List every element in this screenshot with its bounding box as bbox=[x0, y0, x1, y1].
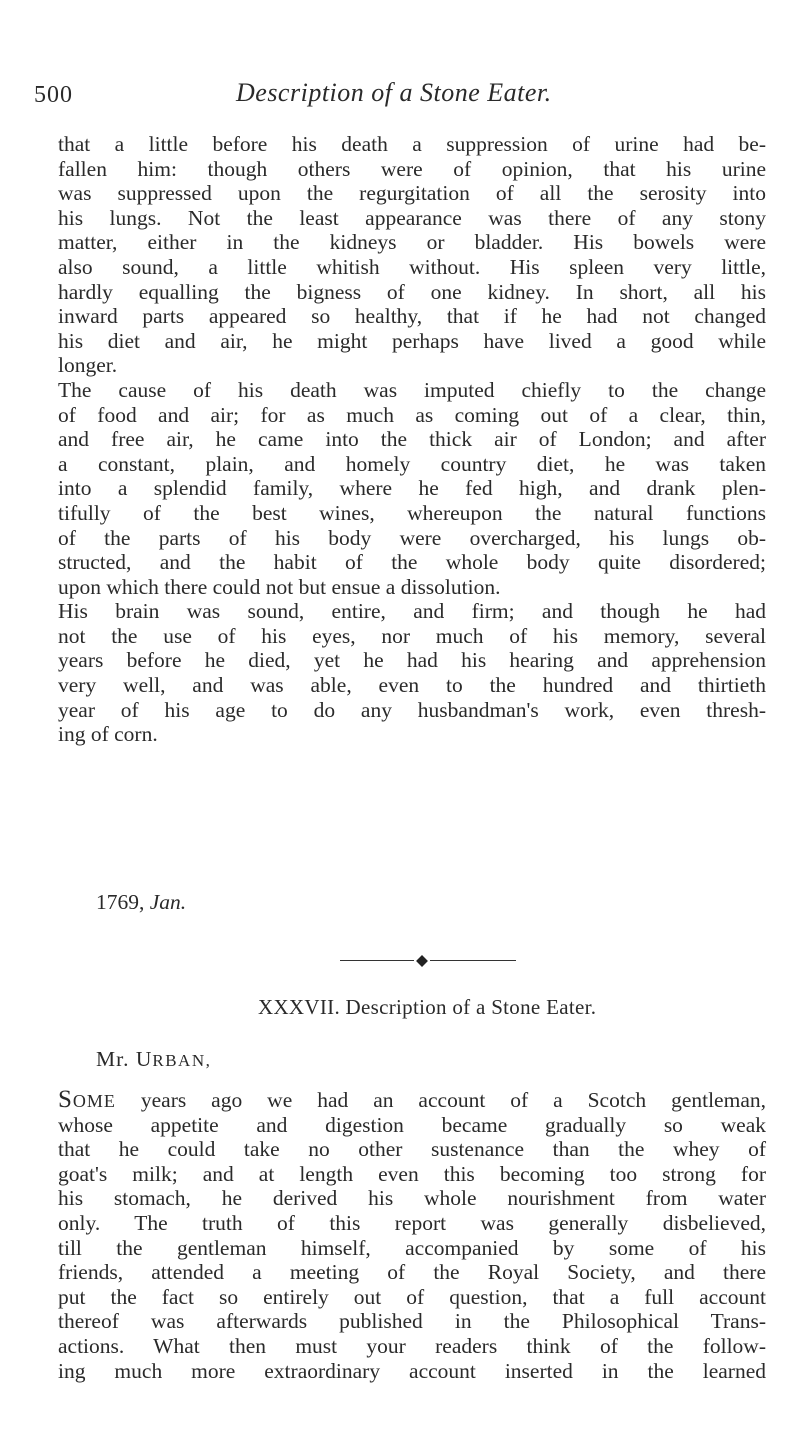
text-line: ing of corn. bbox=[58, 722, 158, 747]
section-divider-ornament bbox=[340, 957, 516, 965]
text-line: years before he died, yet he had his hearing and apprehension bbox=[58, 648, 766, 673]
text-line: hardly equalling the bigness of one kidney. In short, all his bbox=[58, 279, 766, 304]
text-line: The cause of his death was imputed chiefly to the change bbox=[58, 377, 766, 402]
text-line: upon which there could not but ensue a dissolution. bbox=[58, 574, 501, 599]
text-line: till the gentleman himself, accompanied by some of his bbox=[58, 1235, 766, 1260]
dateline bbox=[96, 890, 186, 915]
salutation-prefix: Mr. U bbox=[96, 1047, 153, 1071]
text-line: ing much more extraordinary account inserted in the learned bbox=[58, 1358, 766, 1383]
text-line: inward parts appeared so healthy, that if he had not changed bbox=[58, 304, 766, 329]
text-line: actions. What then must your readers think of the follow- bbox=[58, 1333, 766, 1358]
text-line: whose appetite and digestion became gradually so weak bbox=[58, 1112, 766, 1137]
divider-diamond-icon bbox=[416, 955, 428, 967]
text-line: that he could take no other sustenance than the whey of bbox=[58, 1137, 766, 1162]
text-line: put the fact so entirely out of question, that a full account bbox=[58, 1284, 766, 1309]
text-line: into a splendid family, where he fed high, and drank plen- bbox=[58, 476, 766, 501]
letter-line-first bbox=[58, 1088, 766, 1113]
divider-rule-right bbox=[430, 960, 516, 961]
text-line: very well, and was able, even to the hundred and thirtieth bbox=[58, 673, 766, 698]
text-line: of the parts of his body were overcharged, his lungs ob- bbox=[58, 525, 766, 550]
text-line: not the use of his eyes, nor much of his memory, several bbox=[58, 623, 766, 648]
text-line: also sound, a little whitish without. His spleen very little, bbox=[58, 254, 766, 279]
dateline-year: 1769, bbox=[96, 890, 145, 914]
text-line: and free air, he came into the thick air of London; and after bbox=[58, 427, 766, 452]
text-line: goat's milk; and at length even this becoming too strong for bbox=[58, 1161, 766, 1186]
salutation-rest: RBAN, bbox=[152, 1051, 212, 1070]
text-line: thereof was afterwards published in the Philosophical Trans- bbox=[58, 1309, 766, 1334]
text-line: only. The truth of this report was generally disbelieved, bbox=[58, 1210, 766, 1235]
page-number: 500 bbox=[34, 82, 73, 108]
running-head: Description of a Stone Eater. bbox=[236, 78, 552, 107]
letter-first-word: SOME bbox=[58, 1086, 116, 1113]
text-line: his lungs. Not the least appearance was there of any stony bbox=[58, 205, 766, 230]
text-line: a constant, plain, and homely country diet, he was taken bbox=[58, 451, 766, 476]
text-line: His brain was sound, entire, and firm; and though he had bbox=[58, 599, 766, 624]
text-line: longer. bbox=[58, 353, 118, 378]
text-line: fallen him: though others were of opinion, that his urine bbox=[58, 156, 766, 181]
text-line: friends, attended a meeting of the Royal Society, and there bbox=[58, 1260, 766, 1285]
continuation-text bbox=[58, 132, 766, 747]
text-line: matter, either in the kidneys or bladder. His bowels were bbox=[58, 230, 766, 255]
dateline-month: Jan. bbox=[149, 890, 187, 914]
text-line: year of his age to do any husbandman's work, even thresh- bbox=[58, 697, 766, 722]
section-title: XXXVII. Description of a Stone Eater. bbox=[258, 995, 597, 1019]
text-line: structed, and the habit of the whole body quite disordered; bbox=[58, 550, 766, 575]
page-header bbox=[0, 78, 800, 118]
letter-first-line-rest: years ago we had an account of a Scotch gentleman, bbox=[115, 1088, 766, 1112]
text-line: tifully of the best wines, whereupon the natural functions bbox=[58, 500, 766, 525]
salutation bbox=[96, 1047, 211, 1072]
letter-text bbox=[58, 1088, 766, 1383]
divider-rule-left bbox=[340, 960, 414, 961]
text-line: was suppressed upon the regurgitation of all the serosity into bbox=[58, 181, 766, 206]
text-line: his diet and air, he might perhaps have lived a good while bbox=[58, 328, 766, 353]
text-line: that a little before his death a suppression of urine had be- bbox=[58, 132, 766, 156]
text-line: his stomach, he derived his whole nourishment from water bbox=[58, 1186, 766, 1211]
text-line: of food and air; for as much as coming out of a clear, thin, bbox=[58, 402, 766, 427]
